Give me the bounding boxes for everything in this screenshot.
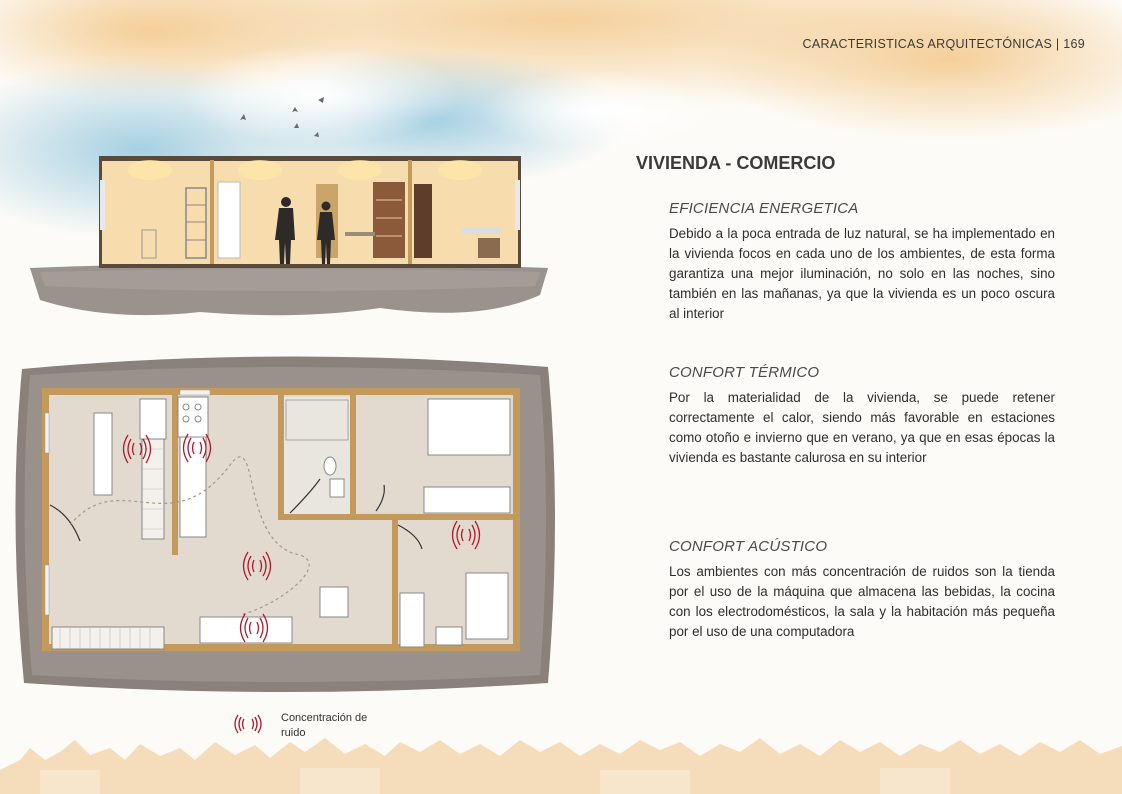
page-header: CARACTERISTICAS ARQUITECTÓNICAS | 169: [802, 37, 1085, 51]
noise-marker: [124, 435, 151, 463]
page-title: VIVIENDA - COMERCIO: [636, 153, 836, 173]
section-body: Debido a la poca entrada de luz natural, se ha implementado en la vivienda focos en cada uno de los ambientes, de esta forma garantiza una mejor iluminación, no solo en las noches, sino también en las mañanas, ya que la vivienda es un poco oscura al interior: [669, 226, 1055, 321]
section-heading: EFICIENCIA ENERGETICA: [669, 200, 859, 217]
legend-label: Concentración de ruido: [281, 712, 368, 739]
section-energy-efficiency: [669, 200, 1055, 324]
section-acoustic-comfort: [669, 538, 1055, 642]
section-body: Los ambientes con más concentración de ruidos son la tienda por el uso de la máquina que almacena las bebidas, la cocina con los electrodomésticos, la sala y la habitación más pequeña por el uso de una computadora: [669, 564, 1055, 639]
section-heading: CONFORT ACÚSTICO: [669, 538, 828, 555]
noise-marker: [244, 552, 271, 580]
noise-marker: [184, 434, 211, 462]
section-thermal-comfort: [669, 364, 1055, 468]
section-body: Por la materialidad de la vivienda, se puede retener correctamente el calor, siendo más favorable en estaciones como otoño e invierno que en verano, ya que en esas épocas la vivienda es bastante calurosa en su interior: [669, 390, 1055, 465]
noise-marker: [241, 614, 268, 642]
section-heading: CONFORT TÉRMICO: [669, 364, 820, 381]
noise-waves-icon: [228, 712, 268, 736]
noise-marker: [453, 521, 480, 549]
